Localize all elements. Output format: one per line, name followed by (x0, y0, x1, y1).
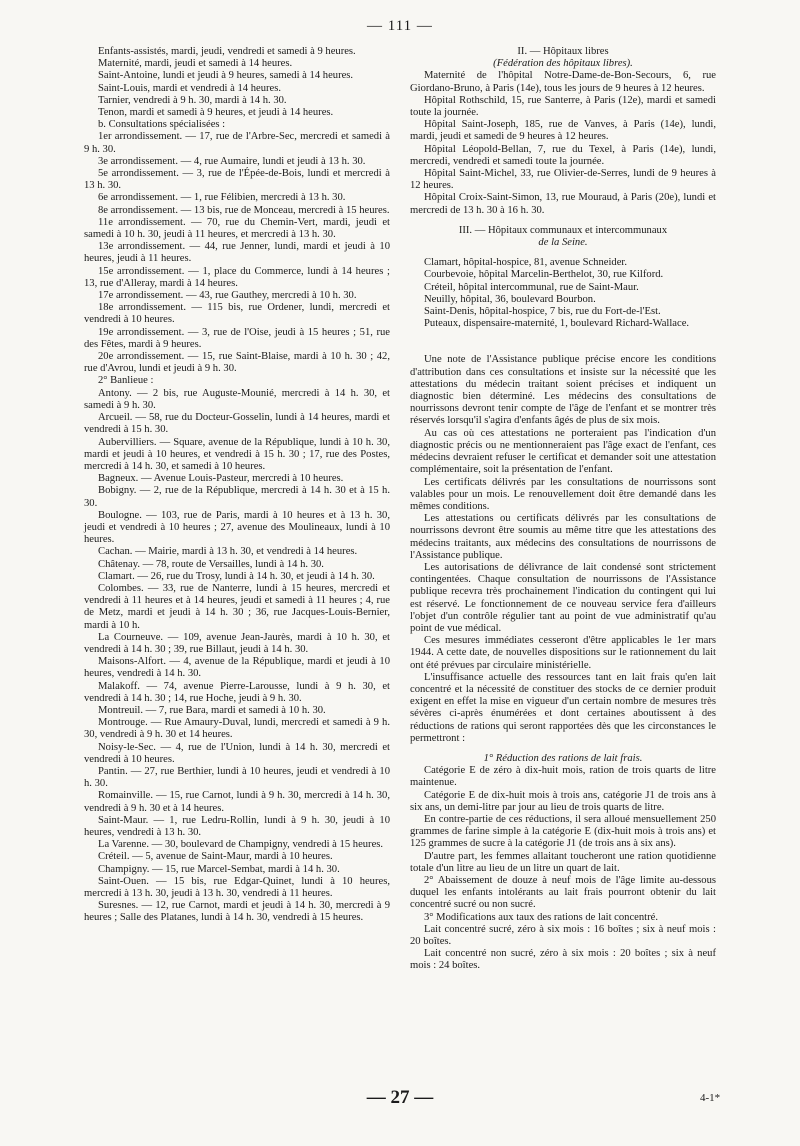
section-2-list (410, 70, 716, 216)
section-2-title: II. — Hôpitaux libres (517, 46, 609, 57)
list-item: Arcueil. — 58, rue du Docteur-Gosselin, lundi à 14 heures, mardi et vendredi à 15 h. 30. (84, 412, 390, 436)
list-item: 18e arrondissement. — 115 bis, rue Ordener, lundi, mercredi et vendredi à 10 heures. (84, 302, 390, 326)
page-reference: 4-1* (700, 1092, 721, 1104)
paragraph: Au cas où ces attestations ne porteraient pas l'indication d'un diagnostic précis ou ne mentionneraient pas l'âge exact de l'enfant, ces médecins devraient refuser le certificat et demander soit une attestation complémentaire, soit la présentation de l'enfant. (410, 427, 716, 476)
subheading-lait-frais: 1° Réduction des rations de lait frais. (483, 752, 643, 764)
right-column (410, 46, 716, 973)
list-item: Hôpital Saint-Michel, 33, rue Olivier-de-Serres, lundi de 9 heures à 12 heures. (410, 168, 716, 192)
list-item: Courbevoie, hôpital Marcelin-Berthelot, 30, rue Kilford. (424, 269, 664, 281)
paragraph: Catégorie E de zéro à dix-huit mois, ration de trois quarts de litre maintenue. (410, 765, 716, 789)
list-item: Champigny. — 15, rue Marcel-Sembat, mardi à 14 h. 30. (98, 863, 340, 875)
list-item: Malakoff. — 74, avenue Pierre-Larousse, lundi à 9 h. 30, et vendredi à 14 h. 30 ; 14, rue Hoche, jeudi à 9 h. 30. (84, 680, 390, 704)
list-item: Saint-Ouen. — 15 bis, rue Edgar-Quinet, lundi à 10 heures, mercredi à 13 h. 30, jeudi à 13 h. 30, vendredi à 11 heures. (84, 875, 390, 900)
list-item: Saint-Maur. — 1, rue Ledru-Rollin, lundi à 9 h. 30, jeudi à 10 heures, vendredi à 13 h. 30. (84, 814, 390, 838)
paragraph: D'autre part, les femmes allaitant toucheront une ration quotidienne totale d'un litre au lieu de un litre un quart de lait. (410, 850, 716, 874)
list-item: 19e arrondissement. — 3, rue de l'Oise, jeudi à 15 heures ; 51, rue des Fêtes, mardi à 9 heures. (84, 326, 390, 350)
list-item: Maternité de l'hôpital Notre-Dame-de-Bon-Secours, 6, rue Giordano-Bruno, à Paris (14e), tous les jours de 9 heures à 12 heures. (410, 70, 716, 94)
list-item: Suresnes. — 12, rue Carnot, mardi et jeudi à 14 h. 30, mercredi à 9 heures ; Salle des Platanes, lundi à 14 h. 30, vendredi à 15 heures. (84, 900, 390, 924)
list-item: Boulogne. — 103, rue de Paris, mardi à 10 heures et à 13 h. 30, jeudi et vendredi à 10 heures ; 27, avenue des Moulineaux, lundi à 10 heures. (84, 509, 390, 546)
paragraph: Catégorie E de dix-huit mois à trois ans, catégorie J1 de trois ans à six ans, un demi-litre par jour au lieu de trois quarts de litre. (410, 789, 716, 813)
list-item: Créteil. — 5, avenue de Saint-Maur, mardi à 10 heures. (98, 851, 333, 863)
list-item: 17e arrondissement. — 43, rue Gauthey, mercredi à 10 h. 30. (98, 290, 357, 302)
list-item: Hôpital Saint-Joseph, 185, rue de Vanves, à Paris (14e), lundi, mardi, jeudi et samedi de 9 heures à 12 heures. (410, 119, 716, 143)
section-3-subtitle: de la Seine. (538, 237, 588, 249)
section-3-title: III. — Hôpitaux communaux et intercommunaux (458, 224, 668, 236)
paragraph: Lait concentré non sucré, zéro à six mois : 20 boîtes ; six à neuf mois : 24 boîtes. (410, 948, 716, 972)
list-item: 5e arrondissement. — 3, rue de l'Épée-de-Bois, lundi et mercredi à 13 h. 30. (84, 168, 390, 192)
list-item: Aubervilliers. — Square, avenue de la République, lundi à 10 h. 30, mardi et jeudi à 10 heures, et vendredi à 15 h. 30 ; 17, rue des Postes, mercredi à 14 h. 30, et samedi à 10 heures. (84, 436, 390, 472)
list-item: Hôpital Croix-Saint-Simon, 13, rue Mouraud, à Paris (20e), lundi et mercredi de 13 h. 30 à 16 h. 30. (410, 192, 716, 216)
list-item: 1er arrondissement. — 17, rue de l'Arbre-Sec, mercredi et samedi à 9 h. 30. (84, 131, 390, 155)
list-item: Saint-Antoine, lundi et jeudi à 9 heures, samedi à 14 heures. (98, 70, 354, 82)
paragraph: 3° Modifications aux taux des rations de lait concentré. (424, 911, 658, 923)
list-item: La Courneuve. — 109, avenue Jean-Jaurès, mardi à 10 h. 30, et vendredi à 14 h. 30 ; 39, rue Billaut, jeudi à 14 h. 30. (84, 631, 390, 655)
list-item: Saint-Denis, hôpital-hospice, 7 bis, rue du Fort-de-l'Est. (424, 306, 661, 318)
list-item: Pantin. — 27, rue Berthier, lundi à 10 heures, jeudi et vendredi à 10 h. 30. (84, 765, 390, 790)
list-item: Neuilly, hôpital, 36, boulevard Bourbon. (424, 293, 596, 305)
section-2-subtitle: (Fédération des hôpitaux libres). (493, 58, 633, 70)
list-item: Antony. — 2 bis, rue Auguste-Mounié, mercredi à 14 h. 30, et samedi à 9 h. 30. (84, 387, 390, 411)
body-paragraphs (410, 354, 716, 745)
section-3-list (410, 257, 716, 330)
list-item: Romainville. — 15, rue Carnot, lundi à 9 h. 30, mercredi à 14 h. 30, vendredi à 9 h. 30 et à 14 heures. (84, 790, 390, 814)
list-item: Maisons-Alfort. — 4, avenue de la République, mardi et jeudi à 10 heures, vendredi à 14 h. 30. (84, 656, 390, 680)
list-item: 8e arrondissement. — 13 bis, rue de Monceau, mercredi à 15 heures. (98, 204, 390, 216)
list-item: Montrouge. — Rue Amaury-Duval, lundi, mercredi et samedi à 9 h. 30, vendredi à 9 h. 30 et 14 heures. (84, 717, 390, 741)
paragraph: Les certificats délivrés par les consultations de nourrissons sont valables pour un mois. Le renouvellement doit être demandé dans les mêmes conditions. (410, 476, 716, 512)
list-item: 15e arrondissement. — 1, place du Commerce, lundi à 14 heures ; 13, rue d'Alleray, mardi à 14 heures. (84, 265, 390, 289)
list-item: Noisy-le-Sec. — 4, rue de l'Union, lundi à 14 h. 30, mercredi et vendredi à 10 heures. (84, 741, 390, 765)
list-item: Puteaux, dispensaire-maternité, 1, boulevard Richard-Wallace. (424, 318, 690, 330)
list-item: b. Consultations spécialisées : (98, 119, 226, 131)
paragraph: 2° Abaissement de douze à neuf mois de l'âge limite au-dessous duquel les enfants intolérants au lait frais pourront obtenir du lait concentré sucré ou non sucré. (410, 875, 716, 911)
list-item: 6e arrondissement. — 1, rue Félibien, mercredi à 13 h. 30. (98, 192, 346, 204)
list-item: Enfants-assistés, mardi, jeudi, vendredi et samedi à 9 heures. (98, 46, 356, 57)
list-item: 3e arrondissement. — 4, rue Aumaire, lundi et jeudi à 13 h. 30. (98, 155, 366, 167)
list-item: 20e arrondissement. — 15, rue Saint-Blaise, mardi à 10 h. 30 ; 42, rue d'Avrou, lundi et jeudi à 9 h. 30. (84, 351, 390, 375)
paragraph: En contre-partie de ces réductions, il sera alloué mensuellement 250 grammes de farine simple à la catégorie E (dix-huit mois à trois ans) et 125 grammes de sucre à la catégorie J1 (de trois ans à six ans). (410, 813, 716, 850)
list-item: Bagneux. — Avenue Louis-Pasteur, mercredi à 10 heures. (98, 473, 344, 485)
list-item: Clamart, hôpital-hospice, 81, avenue Schneider. (424, 257, 627, 269)
list-item: Montreuil. — 7, rue Bara, mardi et samedi à 10 h. 30. (98, 704, 326, 716)
list-item: Maternité, mardi, jeudi et samedi à 14 heures. (98, 58, 293, 70)
body-paragraphs-2 (410, 765, 716, 972)
list-item: Saint-Louis, mardi et vendredi à 14 heures. (98, 82, 281, 94)
page-number-bottom: — 27 — (366, 1087, 434, 1108)
paragraph: Ces mesures immédiates cesseront d'être applicables le 1er mars 1944. A cette date, de nouvelles dispositions sur le rationnement du lait ont été prévues par circulaire ministérielle. (410, 635, 716, 671)
paragraph: L'insuffisance actuelle des ressources tant en lait frais qu'en lait concentré et la nécessité de constituer des stocks de ce dernier produit exigent en effet la mise en vigueur d'un certain nombre de mesures très sévères ci-après énumérées et dont certaines aboutissent à des réductions de rations qui seront rapportées dès que les circonstances le permettront : (410, 671, 716, 744)
list-item: 13e arrondissement. — 44, rue Jenner, lundi, mardi et jeudi à 10 heures, jeudi à 11 heures. (84, 241, 390, 265)
page-number-top: — 111 — (367, 18, 433, 34)
list-item: 11e arrondissement. — 70, rue du Chemin-Vert, mardi, jeudi et samedi à 10 h. 30, jeudi à 11 heures, et mercredi à 13 h. 30. (84, 216, 390, 241)
paragraph: Une note de l'Assistance publique précise encore les conditions d'attribution dans ces consultations et insiste sur la nécessité que les attestations du médecin traitant soient précises et indiquent un diagnostic bien déterminé. Les médecins des consultations de nourrissons devront tenir compte de l'âge de l'enfant et se montrer très réservés lorsqu'il s'agira d'enfants âgés de plus de six mois. (410, 354, 716, 427)
list-item: Hôpital Léopold-Bellan, 7, rue du Texel, à Paris (14e), lundi, mercredi, vendredi et samedi toute la journée. (410, 143, 716, 167)
list-item: Bobigny. — 2, rue de la République, mercredi à 14 h. 30 et à 15 h. 30. (84, 485, 390, 509)
list-item: Hôpital Rothschild, 15, rue Santerre, à Paris (12e), mardi et samedi toute la journée. (410, 94, 716, 119)
paragraph: Les attestations ou certificats délivrés par les consultations de nourrissons devront être soumis au même titre que les attestations des médecins traitants, aux médecins des consultations de nourrissons de l'Assistance publique. (410, 513, 716, 561)
list-item: Tarnier, vendredi à 9 h. 30, mardi à 14 h. 30. (98, 94, 287, 106)
paragraph: Lait concentré sucré, zéro à six mois : 16 boîtes ; six à neuf mois : 20 boîtes. (410, 923, 716, 948)
left-column (84, 46, 390, 925)
list-item: 2° Banlieue : (98, 375, 154, 387)
list-item: La Varenne. — 30, boulevard de Champigny, vendredi à 15 heures. (98, 839, 384, 851)
paragraph: Les autorisations de délivrance de lait condensé sont strictement contingentées. Chaque consultation de nourrissons de l'Assistance publique recevra très prochainement l'indication du contingent qui lui est réservé. Le fonctionnement de ce nouveau service fera d'ailleurs l'objet d'un contrôle régulier tant au point de vue administratif qu'au point de vue médical. (410, 561, 716, 634)
list-item: Cachan. — Mairie, mardi à 13 h. 30, et vendredi à 14 heures. (98, 546, 358, 558)
list-item: Clamart. — 26, rue du Trosy, lundi à 14 h. 30, et jeudi à 14 h. 30. (98, 570, 375, 582)
list-item: Créteil, hôpital intercommunal, rue de Saint-Maur. (424, 281, 639, 293)
list-item: Châtenay. — 78, route de Versailles, lundi à 14 h. 30. (98, 558, 324, 570)
list-item: Tenon, mardi et samedi à 9 heures, et jeudi à 14 heures. (98, 107, 334, 119)
list-item: Colombes. — 33, rue de Nanterre, lundi à 15 heures, mercredi et vendredi à 11 heures et à 14 heures, jeudi et samedi à 11 heures ; 4, rue de Metz, mardi et jeudi à 14 h. 30 ; 36, rue Jacques-Louis-Bernier, mardi à 10 h. (84, 582, 390, 631)
